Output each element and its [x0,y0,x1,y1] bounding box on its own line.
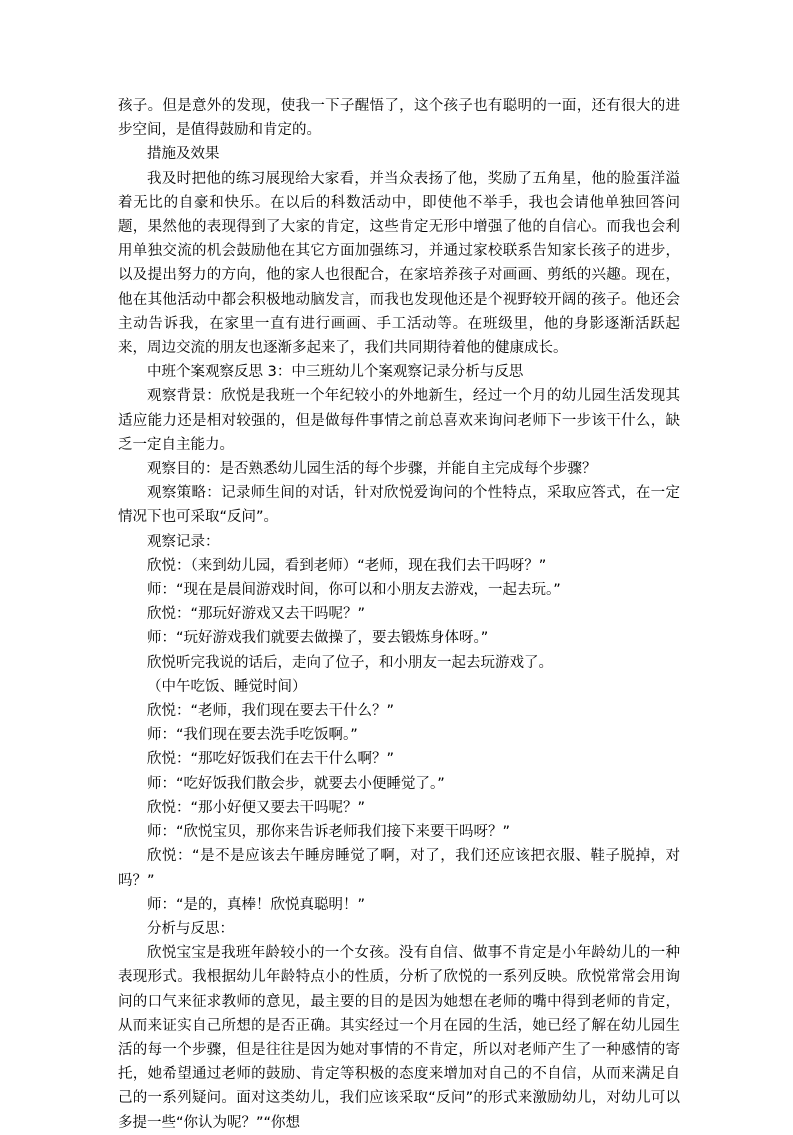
paragraph: 观察目的：是否熟悉幼儿园生活的每个步骤，并能自主完成每个步骤？ [147,461,597,478]
paragraph: 欣悦宝宝是我班年龄较小的一个女孩。没有自信、做事不肯定是小年龄幼儿的一种表现形式。我根据幼儿年龄特点小的性质，分析了欣悦的一系列反映。欣悦常常会用询问的口气来征求教师的意见，最主要的目的是因为她想在老师的嘴中得到老师的肯定，从而来证实自己所想的是否正确。其实经过一个月在园的生活，她已经了解在幼儿园生活的每一个步骤，但是往往是因为她对事情的不肯定，所以对老师产生了一种感情的寄托，她希望通过老师的鼓励、肯定等积极的态度来增加对自己的不自信，从而来满足自己的一系列疑问。面对这类幼儿，我们应该采取“反问”的形式来激励幼儿，对幼儿可以多提一些“你认为呢？”“你想 [118,945,680,1131]
paragraph: 欣悦听完我说的话后，走向了位子，和小朋友一起去玩游戏了。 [147,654,553,671]
document-body [118,94,680,1135]
paragraph: 我及时把他的练习展现给大家看，并当众表扬了他，奖励了五角星，他的脸蛋洋溢着无比的自豪和快乐。在以后的科数活动中，即使他不举手，我也会请他单独回答问题，果然他的表现得到了大家的肯定，这些肯定无形中增强了他的自信心。而我也会利用单独交流的机会鼓励他在其它方面加强练习，并通过家校联系告知家长孩子的进步，以及提出努力的方向，他的家人也很配合，在家培养孩子对画画、剪纸的兴趣。现在，他在其他活动中都会积极地动脑发言，而我也发现他还是个视野较开阔的孩子。他还会主动告诉我，在家里一直有进行画画、手工活动等。在班级里，他的身影逐渐活跃起来，周边交流的朋友也逐渐多起来了，我们共同期待着他的健康成长。 [118,170,680,357]
paragraph: 观察记录： [147,533,220,550]
paragraph: 分析与反思： [147,920,234,937]
paragraph: 措施及效果 [147,146,220,163]
paragraph: （中午吃饭、睡觉时间） [147,678,307,695]
paragraph: 师：“我们现在要去洗手吃饭啊。” [147,727,358,744]
paragraph: 师：“玩好游戏我们就要去做操了，要去锻炼身体呀。” [147,630,489,647]
paragraph: 师：“欣悦宝贝，那你来告诉老师我们接下来要干吗呀？” [147,824,511,841]
paragraph: 欣悦：“那小好便又要去干吗呢？” [147,799,366,816]
paragraph: 观察背景：欣悦是我班一个年纪较小的外地新生，经过一个月的幼儿园生活发现其适应能力还是相对较强的，但是做每件事情之前总喜欢来询问老师下一步该干什么，缺乏一定自主能力。 [118,388,680,453]
paragraph: 欣悦：“老师，我们现在要去干什么？” [147,703,395,720]
paragraph: 孩子。但是意外的发现，使我一下子醒悟了，这个孩子也有聪明的一面，还有很大的进步空间，是值得鼓励和肯定的。 [118,98,680,139]
paragraph: 观察策略：记录师生间的对话，针对欣悦爱询问的个性特点，采取应答式，在一定情况下也可采取“反问”。 [118,485,680,526]
paragraph: 师：“是的，真棒！欣悦真聪明！” [147,896,366,913]
paragraph: 师：“现在是晨间游戏时间，你可以和小朋友去游戏，一起去玩。” [147,582,561,599]
paragraph: 欣悦：“那吃好饭我们在去干什么啊？” [147,751,395,768]
paragraph: 师：“吃好饭我们散会步，就要去小便睡觉了。” [147,775,445,792]
paragraph: 欣悦：“那玩好游戏又去干吗呢？” [147,606,366,623]
paragraph: 欣悦：“是不是应该去午睡房睡觉了啊，对了，我们还应该把衣服、鞋子脱掉，对吗？” [118,848,680,889]
paragraph: 中班个案观察反思 3：中三班幼儿个案观察记录分析与反思 [147,364,524,381]
paragraph: 欣悦：（来到幼儿园，看到老师）“老师，现在我们去干吗呀？” [147,557,547,574]
